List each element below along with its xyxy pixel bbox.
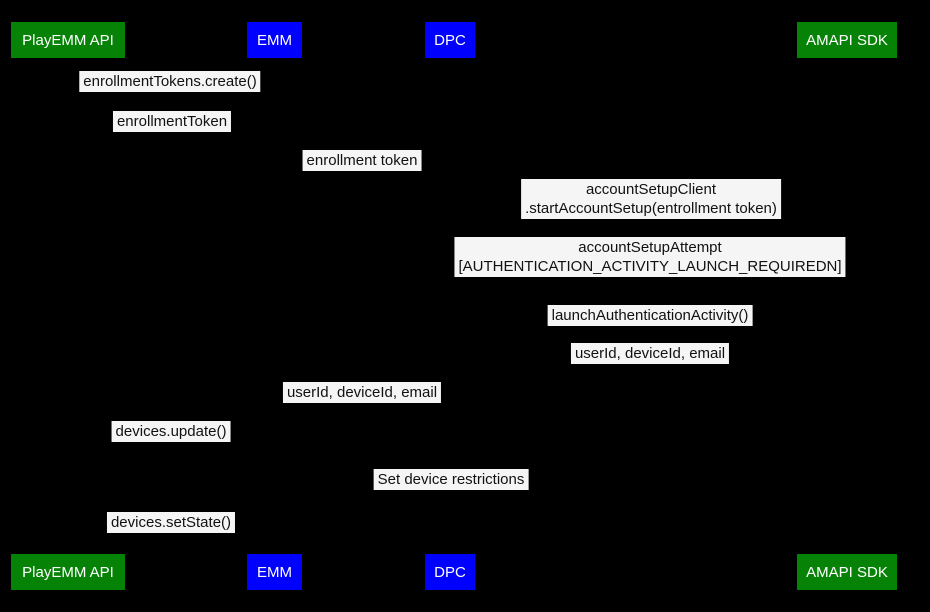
message-line: launchAuthenticationActivity() bbox=[551, 307, 749, 324]
message-line: enrollmentToken bbox=[116, 113, 228, 130]
message-label bbox=[521, 179, 781, 219]
participant-label: AMAPI SDK bbox=[806, 31, 888, 49]
participant-label: EMM bbox=[257, 31, 292, 49]
participant-label: PlayEMM API bbox=[22, 31, 114, 49]
message-line: enrollmentTokens.create() bbox=[83, 73, 257, 90]
message-label bbox=[571, 343, 729, 364]
message-line: devices.setState() bbox=[110, 514, 232, 531]
participant-box-emm-top bbox=[247, 22, 302, 58]
message-label bbox=[79, 71, 260, 92]
message-line: [AUTHENTICATION_ACTIVITY_LAUNCH_REQUIREDN] bbox=[458, 258, 842, 275]
message-line: accountSetupClient bbox=[585, 181, 717, 198]
message-label bbox=[374, 469, 529, 490]
message-label bbox=[107, 512, 235, 533]
message-line: enrollment token bbox=[306, 152, 418, 169]
participant-label: DPC bbox=[434, 31, 466, 49]
message-line: devices.update() bbox=[115, 423, 227, 440]
message-label bbox=[112, 421, 231, 442]
participant-box-playemm-api-top bbox=[11, 22, 125, 58]
participant-box-dpc-top bbox=[425, 22, 475, 58]
participant-label: PlayEMM API bbox=[22, 563, 114, 581]
participant-label: AMAPI SDK bbox=[806, 563, 888, 581]
message-label bbox=[283, 382, 441, 403]
participant-box-amapi-sdk-bottom bbox=[797, 554, 897, 590]
message-label bbox=[303, 150, 422, 171]
message-line: .startAccountSetup(entrollment token) bbox=[525, 200, 777, 217]
message-line: userId, deviceId, email bbox=[574, 345, 726, 362]
message-line: Set device restrictions bbox=[377, 471, 525, 488]
participant-label: DPC bbox=[434, 563, 466, 581]
message-label bbox=[454, 237, 845, 277]
message-line: userId, deviceId, email bbox=[286, 384, 438, 401]
message-label bbox=[548, 305, 753, 326]
message-line: accountSetupAttempt bbox=[578, 239, 722, 256]
participant-box-dpc-bottom bbox=[425, 554, 475, 590]
participant-label: EMM bbox=[257, 563, 292, 581]
participant-box-amapi-sdk-top bbox=[797, 22, 897, 58]
message-label bbox=[113, 111, 231, 132]
participant-box-playemm-api-bottom bbox=[11, 554, 125, 590]
participant-box-emm-bottom bbox=[247, 554, 302, 590]
